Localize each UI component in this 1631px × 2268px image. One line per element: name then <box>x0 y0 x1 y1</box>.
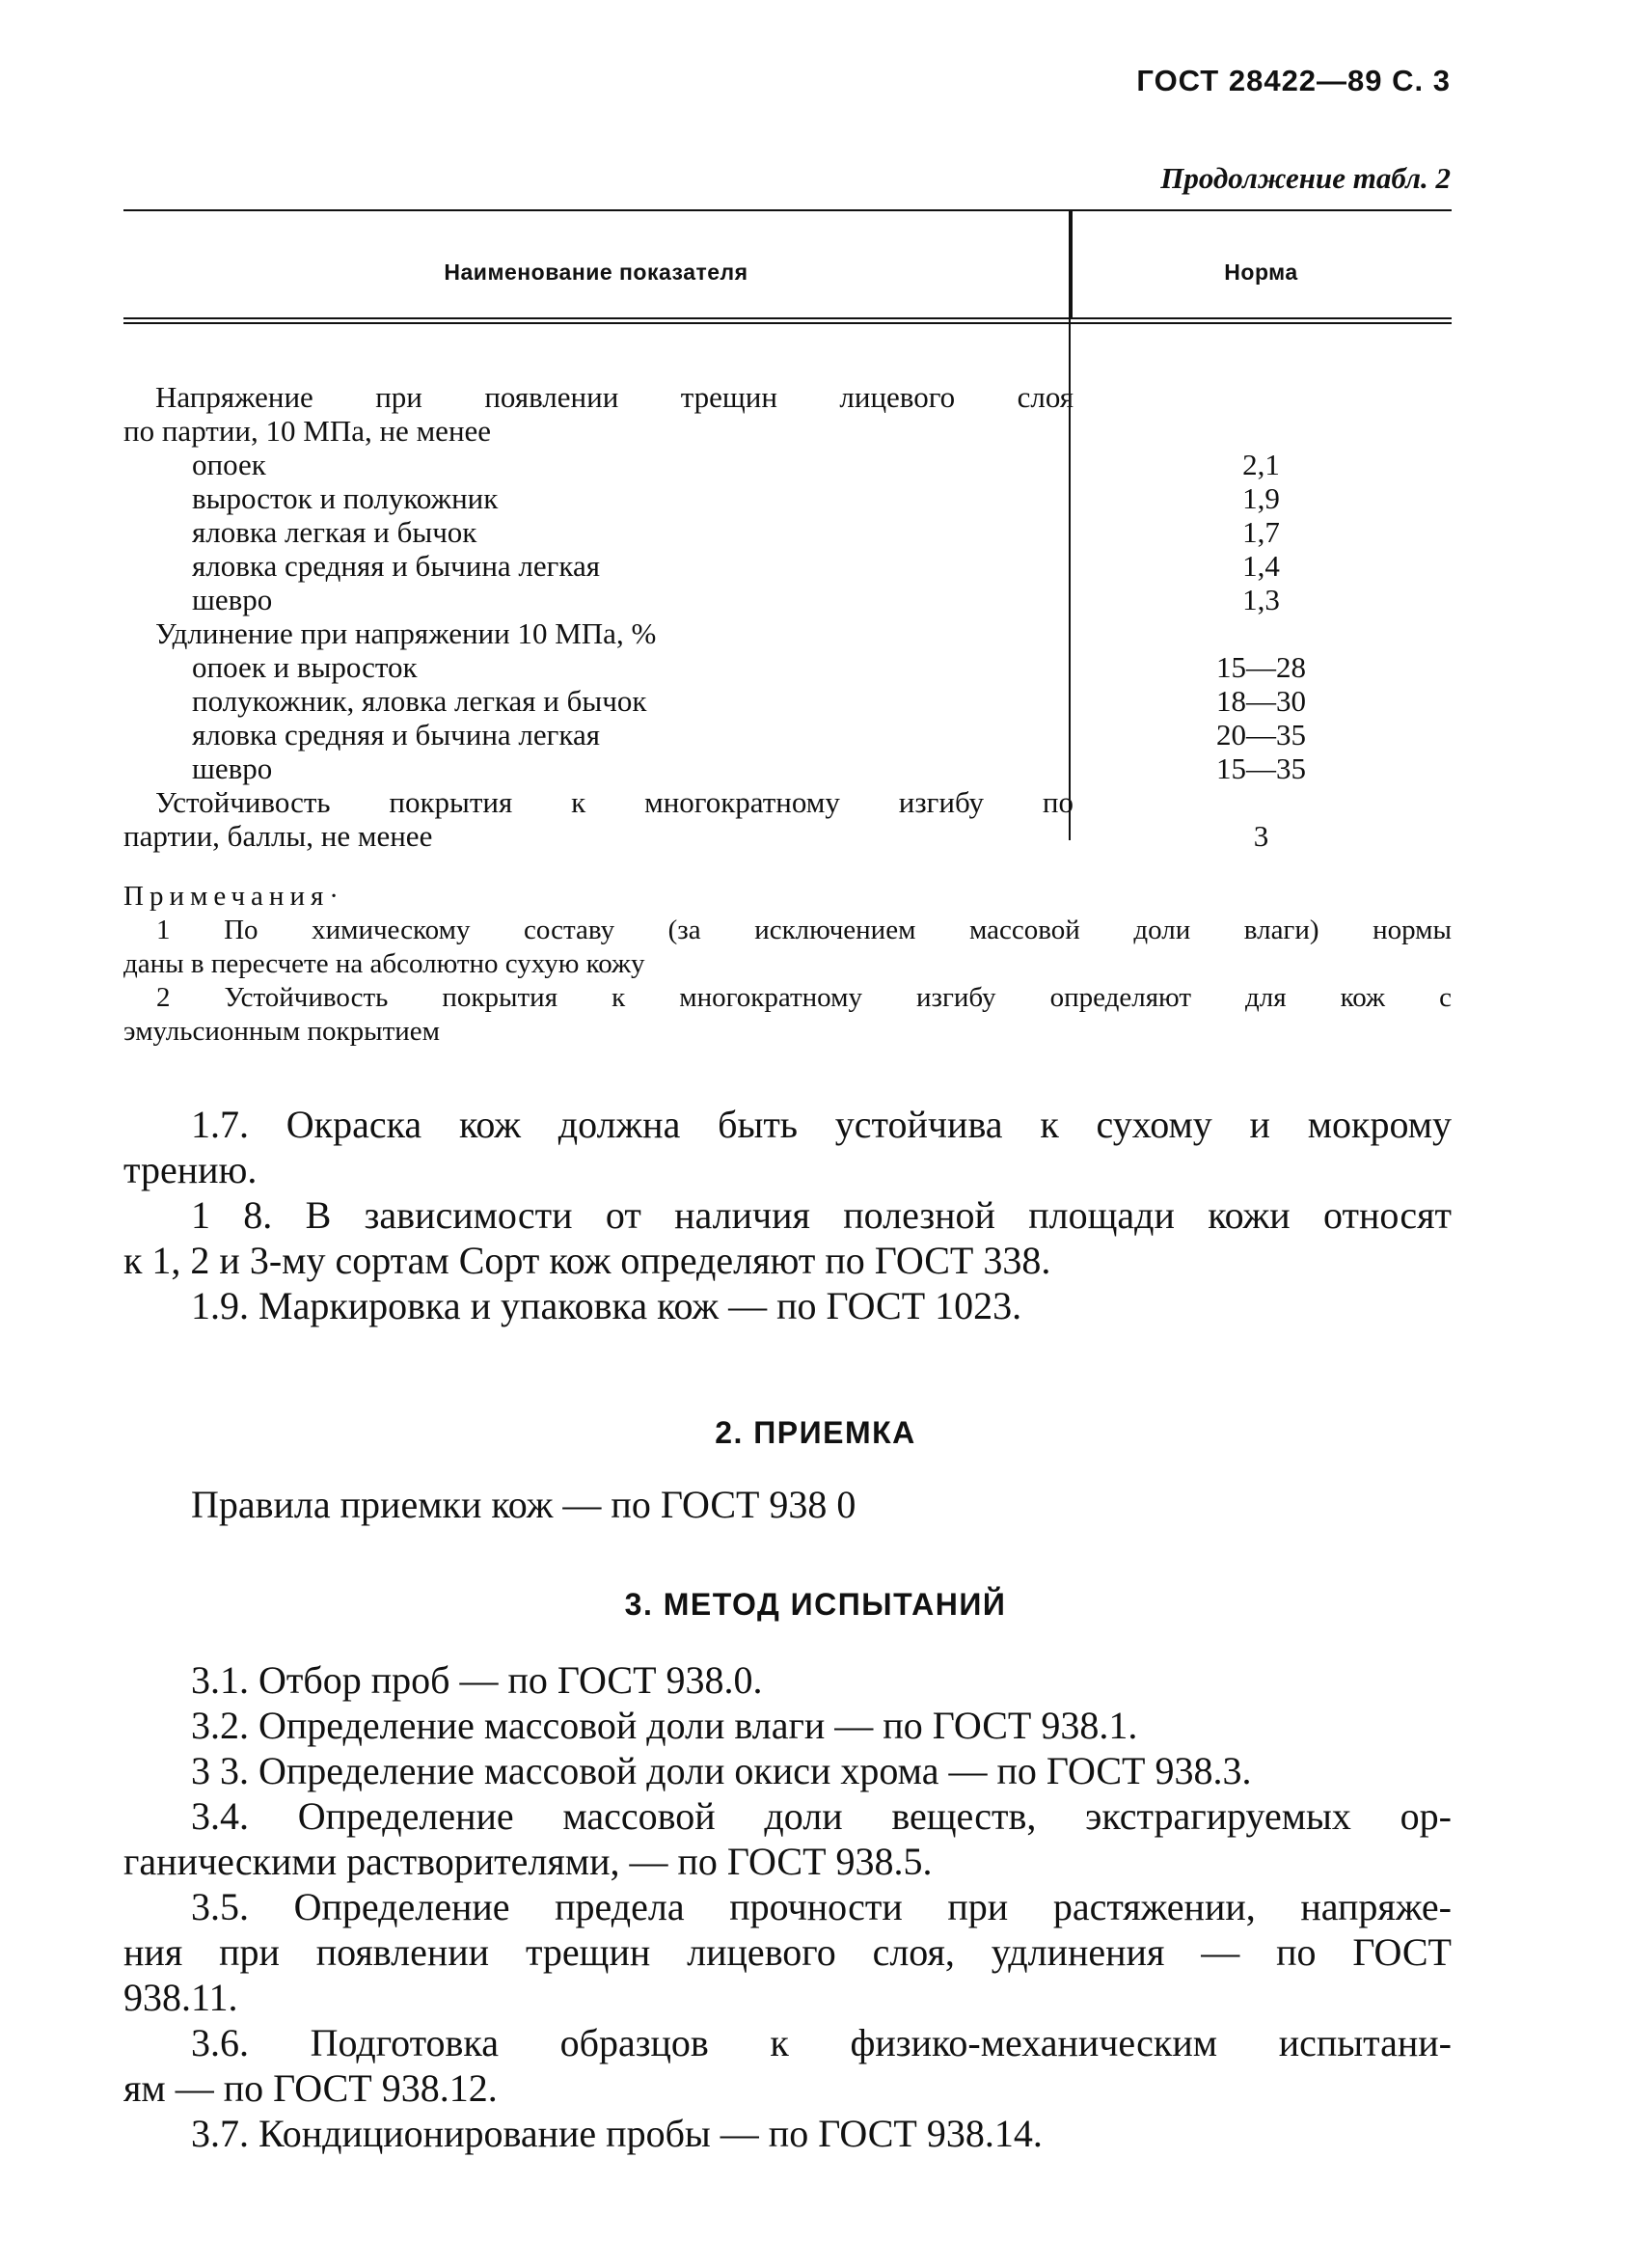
clause-3-5-line-1: 3.5. Определение предела прочности при растяжении, напряже- <box>191 1885 1452 1928</box>
section-3-body <box>123 1657 1452 2156</box>
row-label: опоек <box>192 448 266 481</box>
section-2-title: 2. ПРИЕМКА <box>715 1415 916 1450</box>
note-2-line-1: 2 Устойчивость покрытия к многократному изгибу определяют для кож с <box>156 982 1452 1013</box>
row-value: 3 <box>1253 819 1269 853</box>
row-label: шевро <box>192 751 273 785</box>
clause-3-1: 3.1. Отбор проб — по ГОСТ 938.0. <box>191 1658 763 1702</box>
clause-1-8-line-2: к 1, 2 и 3-му сортам Сорт кож определяют по ГОСТ 338. <box>123 1239 1051 1282</box>
clause-3-6-line-2: ям — по ГОСТ 938.12. <box>123 2066 498 2110</box>
clause-3-5-line-2: ния при появлении трещин лицевого слоя, удлинения — по ГОСТ <box>123 1930 1452 1974</box>
row-label: полукожник, яловка легкая и бычок <box>192 684 647 718</box>
row-value: 15—28 <box>1216 650 1306 684</box>
clause-3-3: 3 3. Определение массовой доли окиси хрома — по ГОСТ 938.3. <box>191 1749 1252 1792</box>
table-row <box>123 751 1452 785</box>
row-value: 20—35 <box>1216 718 1306 751</box>
note-1-line-1: 1 По химическому составу (за исключением массовой доли влаги) нормы <box>156 915 1452 945</box>
section-3-title: 3. МЕТОД ИСПЫТАНИЙ <box>624 1587 1007 1622</box>
table-row <box>123 414 1452 448</box>
row-label: яловка средняя и бычина легкая <box>192 549 600 583</box>
row-label: Напряжение при появлении трещин лицевого слоя <box>155 380 1074 414</box>
clauses-block <box>123 1102 1452 1328</box>
row-value: 1,7 <box>1242 515 1280 549</box>
row-label: опоек и выросток <box>192 650 418 684</box>
table-header-rule <box>123 317 1452 319</box>
clause-3-5-line-3: 938.11. <box>123 1976 238 2019</box>
clause-3-7: 3.7. Кондиционирование пробы — по ГОСТ 938.14. <box>191 2112 1043 2155</box>
clause-1-7-line-1: 1.7. Окраска кож должна быть устойчива к сухому и мокрому <box>191 1103 1452 1146</box>
table-header-rule-double <box>123 322 1452 324</box>
row-value: 2,1 <box>1242 448 1280 481</box>
row-label: яловка легкая и бычок <box>192 515 477 549</box>
clause-3-6-line-1: 3.6. Подготовка образцов к физико-механическим испытани- <box>191 2021 1452 2064</box>
row-value: 1,3 <box>1242 583 1280 616</box>
row-label: выросток и полукожник <box>192 481 499 515</box>
row-value: 18—30 <box>1216 684 1306 718</box>
table-row <box>123 684 1452 718</box>
clause-3-2: 3.2. Определение массовой доли влаги — по ГОСТ 938.1. <box>191 1704 1138 1747</box>
table-row <box>123 549 1452 583</box>
note-1-line-2: даны в пересчете на абсолютно сухую кожу <box>123 948 645 979</box>
table-row <box>123 616 1452 650</box>
table-row <box>123 785 1452 819</box>
note-2-line-2: эмульсионным покрытием <box>123 1016 440 1047</box>
row-value: 1,9 <box>1242 481 1280 515</box>
row-label: Устойчивость покрытия к многократному изгибу по <box>155 785 1074 819</box>
row-label: партии, баллы, не менее <box>123 819 433 853</box>
page-header: ГОСТ 28422—89 С. 3 <box>1136 64 1451 97</box>
column-header-norm: Норма <box>1224 260 1298 285</box>
table-row <box>123 583 1452 616</box>
notes-heading: Примечания· <box>123 881 344 912</box>
row-label: яловка средняя и бычина легкая <box>192 718 600 751</box>
table-row <box>123 380 1452 414</box>
clause-1-7-line-2: трению. <box>123 1148 258 1191</box>
section-2-text: Правила приемки кож — по ГОСТ 938 0 <box>191 1483 856 1526</box>
row-value: 1,4 <box>1242 549 1280 583</box>
table-continuation-label: Продолжение табл. 2 <box>1160 161 1451 195</box>
table-row <box>123 718 1452 751</box>
clause-1-8-line-1: 1 8. В зависимости от наличия полезной площади кожи относят <box>191 1193 1452 1237</box>
table-row <box>123 515 1452 549</box>
clause-1-9: 1.9. Маркировка и упаковка кож — по ГОСТ 1023. <box>191 1284 1022 1327</box>
table-notes <box>123 880 1452 1049</box>
table-row <box>123 819 1452 853</box>
row-label: по партии, 10 МПа, не менее <box>123 414 492 448</box>
table-row <box>123 481 1452 515</box>
row-label: шевро <box>192 583 273 616</box>
section-2-body <box>123 1482 1452 1527</box>
table-top-rule <box>123 209 1452 211</box>
clause-3-4-line-2: ганическими растворителями, — по ГОСТ 938.5. <box>123 1840 933 1883</box>
column-header-name: Наименование показателя <box>444 260 748 285</box>
table-row <box>123 448 1452 481</box>
row-label: Удлинение при напряжении 10 МПа, % <box>155 616 657 650</box>
clause-3-4-line-1: 3.4. Определение массовой доли веществ, экстрагируемых ор- <box>191 1794 1452 1838</box>
norms-table <box>123 209 1452 853</box>
row-value: 15—35 <box>1216 751 1306 785</box>
table-row <box>123 650 1452 684</box>
